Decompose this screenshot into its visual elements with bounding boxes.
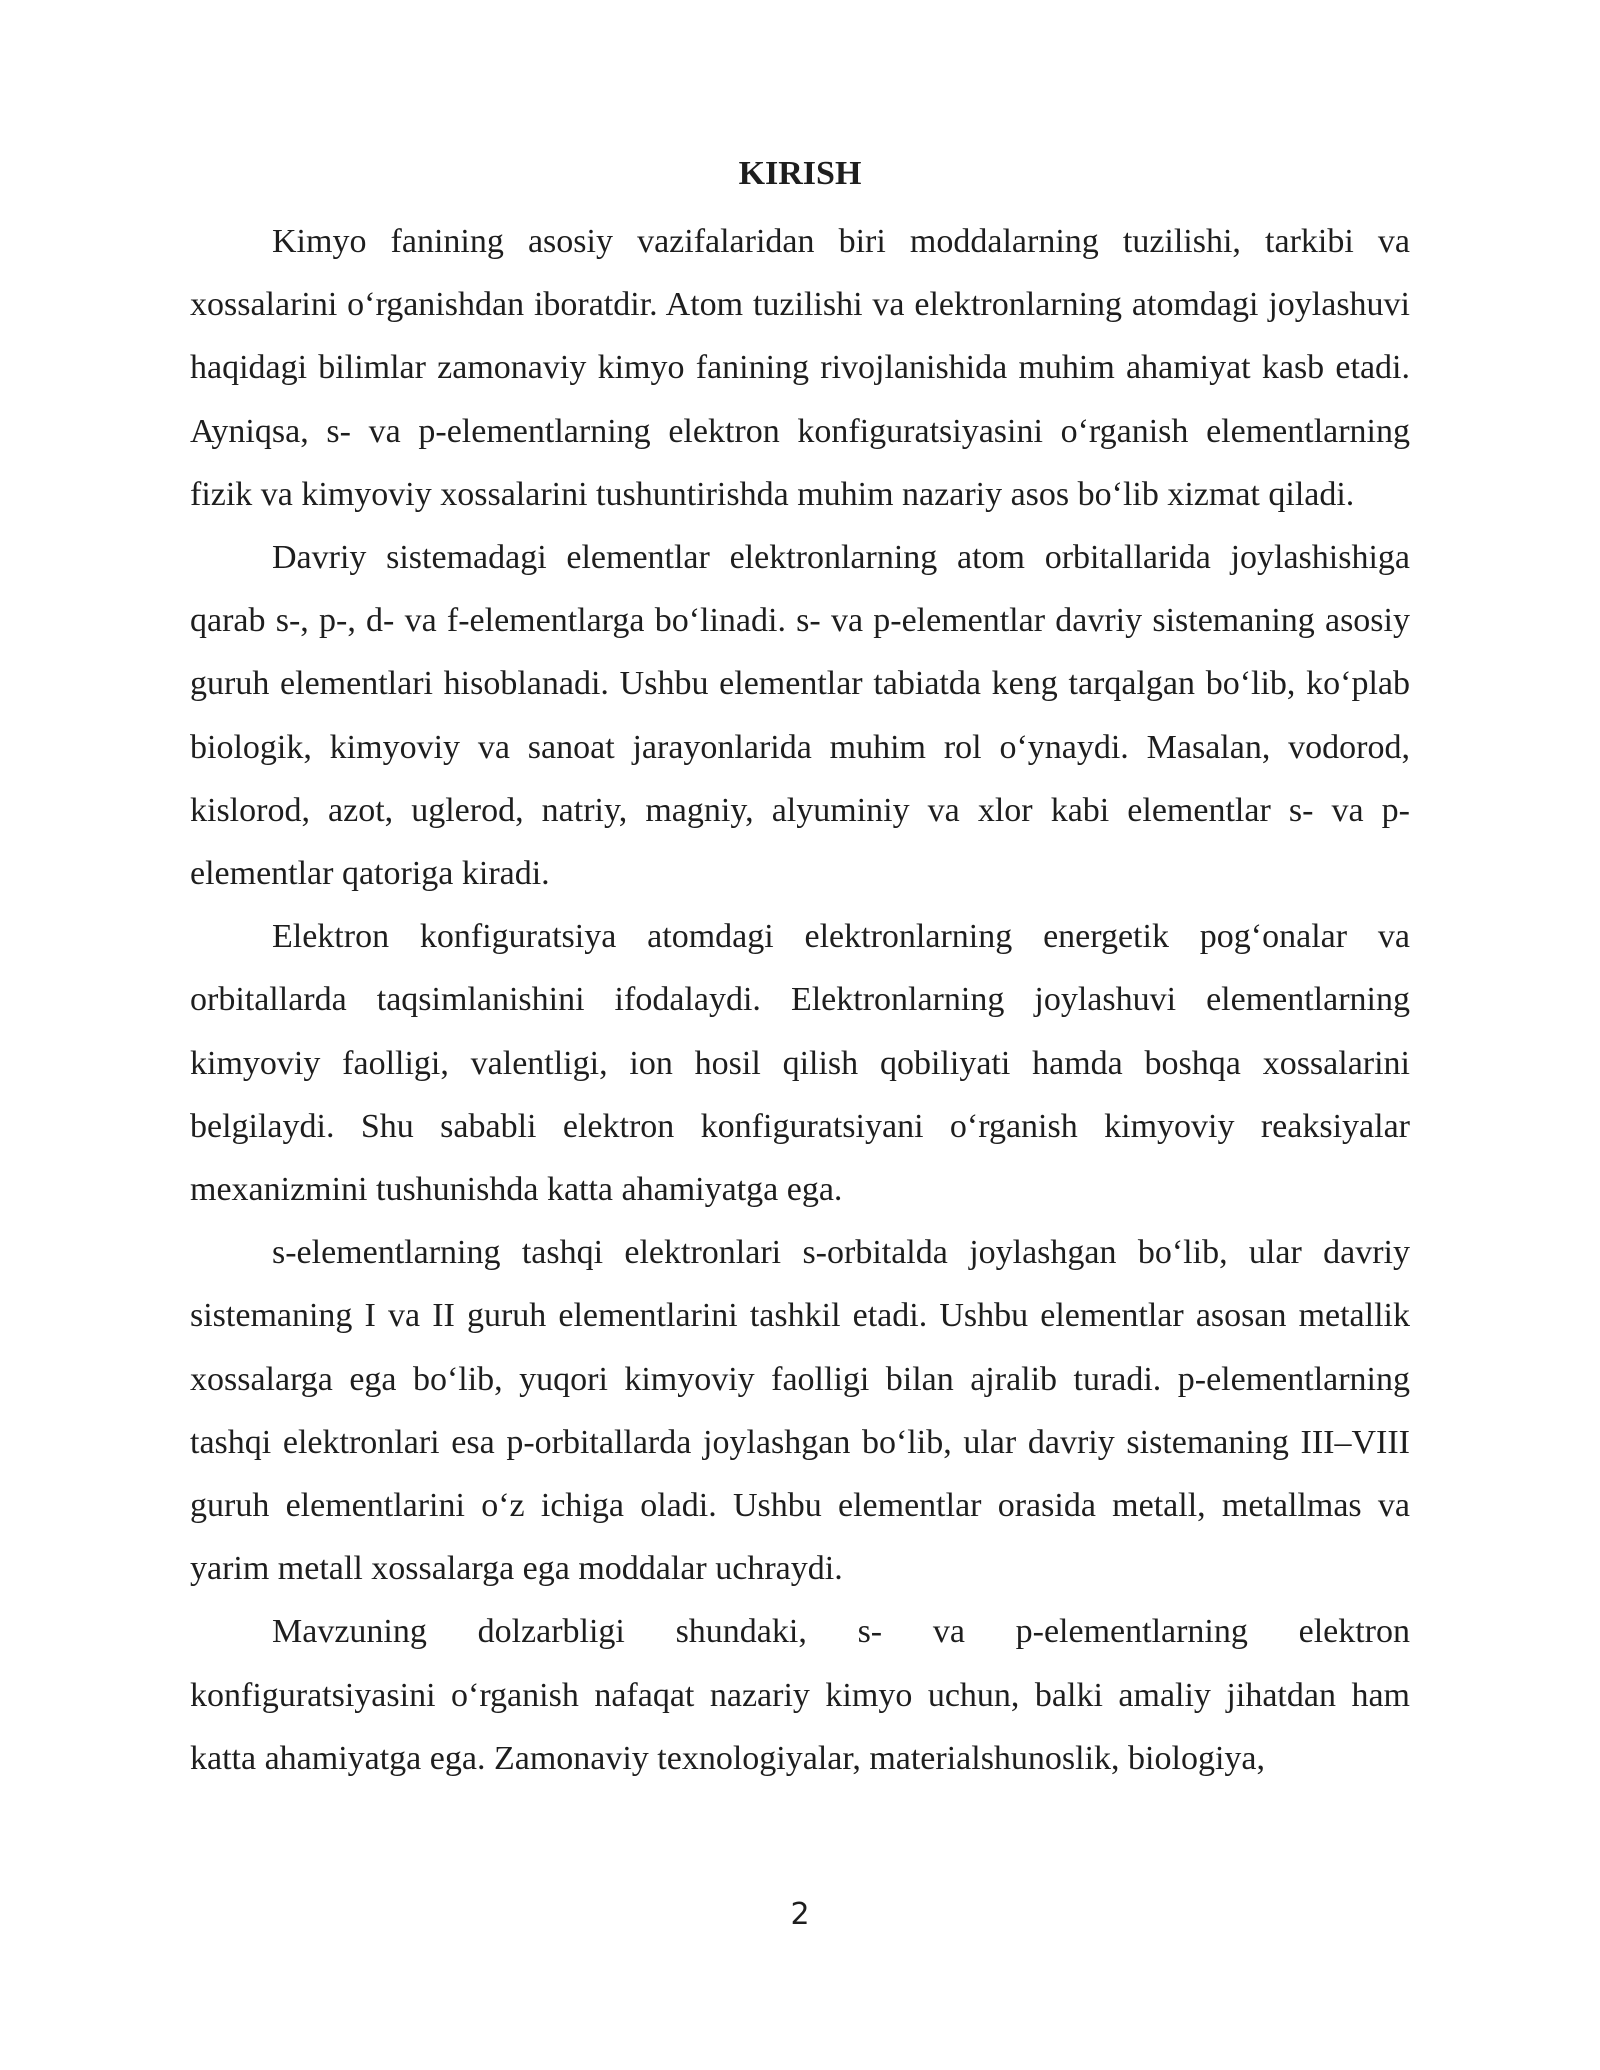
paragraph-3: Elektron konfiguratsiya atomdagi elektronlarning energetik pog‘onalar va orbitallarda taqsimlanishini ifodalaydi. Elektronlarning joylashuvi elementlarning kimyoviy faolligi, valentligi, ion hosil qilish qobiliyati hamda boshqa xossalarini belgilaydi. Shu sababli elektron konfiguratsiyani o‘rganish kimyoviy reaksiyalar mexanizmini tushunishda katta ahamiyatga ega.	[190, 918, 1410, 1209]
paragraph-2: Davriy sistemadagi elementlar elektronlarning atom orbitallarida joylashishiga qarab s-, p-, d- va f-elementlarga bo‘linadi. s- va p-elementlar davriy sistemaning asosiy guruh elementlari hisoblanadi. Ushbu elementlar tabiatda keng tarqalgan bo‘lib, ko‘plab biologik, kimyoviy va sanoat jarayonlarida muhim rol o‘ynaydi. Masalan, vodorod, kislorod, azot, uglerod, natriy, magniy, alyuminiy va xlor kabi elementlar s- va p-elementlar qatoriga kiradi.	[190, 539, 1410, 893]
paragraph-5: Mavzuning dolzarbligi shundaki, s- va p-elementlarning elektron konfiguratsiyasini o‘rganish nafaqat nazariy kimyo uchun, balki amaliy jihatdan ham katta ahamiyatga ega. Zamonaviy texnologiyalar, materialshunoslik, biologiya,	[190, 1613, 1410, 1777]
page-content	[190, 150, 1410, 1790]
page-number: 2	[790, 1897, 810, 1932]
paragraph-1: Kimyo fanining asosiy vazifalaridan biri moddalarning tuzilishi, tarkibi va xossalarini o‘rganishdan iboratdir. Atom tuzilishi va elektronlarning atomdagi joylashuvi haqidagi bilimlar zamonaviy kimyo fanining rivojlanishida muhim ahamiyat kasb etadi. Ayniqsa, s- va p-elementlarning elektron konfiguratsiyasini o‘rganish elementlarning fizik va kimyoviy xossalarini tushuntirishda muhim nazariy asos bo‘lib xizmat qiladi.	[190, 223, 1410, 513]
paragraph-4: s-elementlarning tashqi elektronlari s-orbitalda joylashgan bo‘lib, ular davriy sistemaning I va II guruh elementlarini tashkil etadi. Ushbu elementlar asosan metallik xossalarga ega bo‘lib, yuqori kimyoviy faolligi bilan ajralib turadi. p-elementlarning tashqi elektronlari esa p-orbitallarda joylashgan bo‘lib, ular davriy sistemaning III–VIII guruh elementlarini o‘z ichiga oladi. Ushbu elementlar orasida metall, metallmas va yarim metall xossalarga ega moddalar uchraydi.	[190, 1234, 1410, 1588]
section-heading: KIRISH	[738, 155, 862, 192]
